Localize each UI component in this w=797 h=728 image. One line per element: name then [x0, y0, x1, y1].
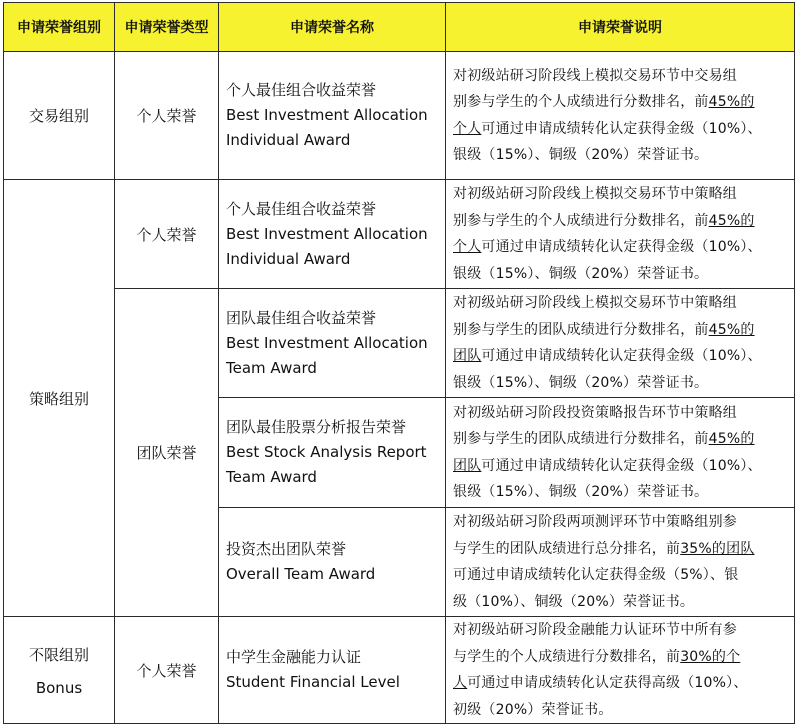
highlight-percent: 45%的	[708, 212, 755, 229]
highlight-percent: 45%的	[708, 321, 755, 338]
award-description: 对初级站研习阶段两项测评环节中策略组别参 与学生的团队成绩进行总分排名，前35%的团队 可通过申请成绩转化认定获得金级（5%）、银 级（10%）、铜级（20%）荣誉证书。	[446, 508, 795, 617]
award-name-cn: 中学生金融能力认证	[226, 648, 362, 666]
highlight-percent: 35%的团队	[680, 540, 755, 557]
award-name-cn: 个人最佳组合收益荣誉	[226, 81, 377, 99]
highlight-target: 个人	[453, 239, 482, 255]
header-name: 申请荣誉名称	[219, 3, 446, 52]
award-name-en: Best Stock Analysis Report	[226, 443, 427, 461]
highlight-target: 团队	[453, 457, 482, 474]
award-name-en: Best Investment Allocation	[226, 333, 428, 352]
award-name-cn: 投资杰出团队荣誉	[226, 540, 347, 558]
award-name	[219, 508, 446, 617]
award-name-en: Overall Team Award	[226, 565, 376, 583]
type-team: 团队荣誉	[115, 289, 219, 617]
award-name-cn: 团队最佳股票分析报告荣誉	[226, 418, 407, 436]
award-name	[219, 180, 446, 289]
highlight-percent: 30%的个	[680, 648, 741, 665]
award-name-cn: 团队最佳组合收益荣誉	[226, 308, 377, 327]
honor-table	[3, 2, 795, 724]
award-name-en: Best Investment Allocation	[226, 224, 428, 243]
award-name	[219, 617, 446, 724]
type-individual: 个人荣誉	[115, 180, 219, 289]
highlight-target: 团队	[453, 348, 482, 364]
header-type: 申请荣誉类型	[115, 3, 219, 52]
type-individual: 个人荣誉	[115, 52, 219, 180]
group-unlimited-label: 不限组别	[28, 645, 89, 664]
highlight-percent: 45%的	[708, 94, 755, 110]
award-name-en: Individual Award	[226, 249, 351, 268]
header-group: 申请荣誉组别	[4, 3, 115, 52]
group-unlimited	[4, 617, 115, 724]
award-description: 对初级站研习阶段线上模拟交易环节中交易组 别参与学生的个人成绩进行分数排名，前45%的 个人可通过申请成绩转化认定获得金级（10%）、 银级（15%）、铜级（20%）荣誉证书。	[446, 52, 795, 180]
award-name	[219, 289, 446, 398]
award-name	[219, 398, 446, 508]
group-trading: 交易组别	[4, 52, 115, 180]
table-row	[4, 289, 795, 398]
award-name-en: Individual Award	[226, 131, 351, 149]
award-name-cn: 个人最佳组合收益荣誉	[226, 199, 377, 218]
award-description: 对初级站研习阶段金融能力认证环节中所有参 与学生的个人成绩进行分数排名，前30%的个 人可通过申请成绩转化认定获得高级（10%）、 初级（20%）荣誉证书。	[446, 617, 795, 724]
group-bonus-label: Bonus	[35, 678, 83, 697]
highlight-target: 人	[453, 675, 468, 691]
table-row	[4, 180, 795, 289]
highlight-percent: 45%的	[708, 431, 755, 447]
award-description: 对初级站研习阶段线上模拟交易环节中策略组 别参与学生的团队成绩进行分数排名，前45%的 团队可通过申请成绩转化认定获得金级（10%）、 银级（15%）、铜级（20%）荣誉证书。	[446, 289, 795, 398]
award-name-en: Student Financial Level	[226, 673, 400, 691]
award-description: 对初级站研习阶段投资策略报告环节中策略组 别参与学生的团队成绩进行分数排名，前45%的 团队可通过申请成绩转化认定获得金级（10%）、 银级（15%）、铜级（20%）荣誉证书。	[446, 398, 795, 508]
award-name-en: Team Award	[226, 468, 317, 486]
award-name-en: Best Investment Allocation	[226, 106, 428, 124]
group-strategy: 策略组别	[4, 180, 115, 617]
highlight-target: 个人	[453, 120, 482, 137]
award-description: 对初级站研习阶段线上模拟交易环节中策略组 别参与学生的个人成绩进行分数排名，前45%的 个人可通过申请成绩转化认定获得金级（10%）、 银级（15%）、铜级（20%）荣誉证书。	[446, 180, 795, 289]
header-row	[4, 3, 795, 52]
header-desc: 申请荣誉说明	[446, 3, 795, 52]
type-individual: 个人荣誉	[115, 617, 219, 724]
table-row	[4, 617, 795, 724]
award-name-en: Team Award	[226, 358, 317, 377]
award-name	[219, 52, 446, 180]
table-row	[4, 52, 795, 180]
